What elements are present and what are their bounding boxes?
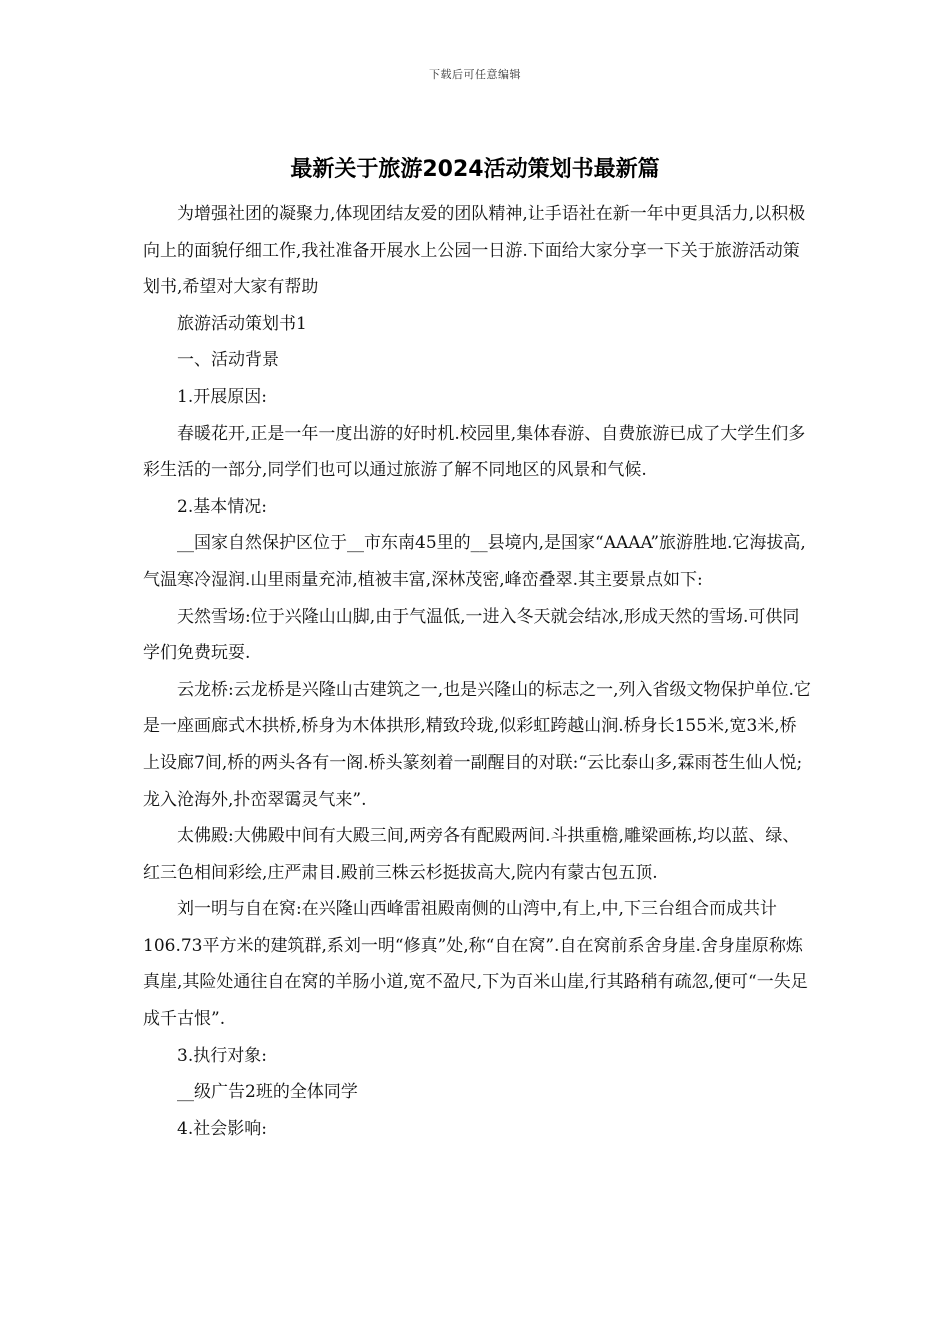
paragraph-intro: 为增强社团的凝聚力,体现团结友爱的团队精神,让手语社在新一年中更具活力,以积极向上的面貌仔细工作,我社准备开展水上公园一日游.下面给大家分享一下关于旅游活动策划书,希望对大家有帮助 — [143, 204, 806, 298]
paragraph-buddha-hall: 太佛殿:大佛殿中间有大殿三间,两旁各有配殿两间.斗拱重檐,雕梁画栋,均以蓝、绿、红三色相间彩绘,庄严肃目.殿前三株云杉挺拔高大,院内有蒙古包五顶. — [143, 826, 800, 883]
paragraph-ziza-wo: 刘一明与自在窝:在兴隆山西峰雷祖殿南侧的山湾中,有上,中,下三台组合而成共计106.73平方米的建筑群,系刘一明“修真”处,称“自在窝”.自在窝前系舍身崖.舍身崖原称炼真崖,其险处通往自在窝的羊肠小道,宽不盈尺,下为百米山崖,行其路稍有疏忽,便可“一失足成千古恨”. — [143, 899, 808, 1030]
header-note: 下载后可任意编辑 — [429, 68, 521, 81]
paragraph-basic-info-text: __国家自然保护区位于__市东南45里的__县境内,是国家“AAAA”旅游胜地.它海拔高,气温寒冷湿润.山里雨量充沛,植被丰富,深林茂密,峰峦叠翠.其主要景点如下: — [143, 533, 806, 590]
paragraph-snow-field: 天然雪场:位于兴隆山山脚,由于气温低,一进入冬天就会结冰,形成天然的雪场.可供同学们免费玩耍. — [143, 606, 800, 664]
document-body — [143, 196, 811, 1147]
paragraph-item-social-impact: 4.社会影响: — [177, 1118, 267, 1139]
paragraph-plan-heading: 旅游活动策划书1 — [177, 313, 307, 334]
paragraph-item-basic-info: 2.基本情况: — [177, 496, 267, 517]
paragraph-item-target: 3.执行对象: — [177, 1045, 267, 1066]
paragraph-section-background: 一、活动背景 — [177, 350, 279, 371]
paragraph-yunlong-bridge: 云龙桥:云龙桥是兴隆山古建筑之一,也是兴隆山的标志之一,列入省级文物保护单位.它是一座画廊式木拱桥,桥身为木体拱形,精致玲珑,似彩虹跨越山涧.桥身长155米,宽3米,桥上设廊7间,桥的两头各有一阁.桥头篆刻着一副醒目的对联:“云比泰山多,霖雨苍生仙人悦;龙入沧海外,扑峦翠霭灵气来”. — [143, 679, 811, 810]
paragraph-target-text: __级广告2班的全体同学 — [177, 1082, 358, 1103]
paragraph-item-reason: 1.开展原因: — [177, 386, 267, 407]
paragraph-reason-text: 春暖花开,正是一年一度出游的好时机.校园里,集体春游、自费旅游已成了大学生们多彩生活的一部分,同学们也可以通过旅游了解不同地区的风景和气候. — [143, 423, 806, 481]
document-title: 最新关于旅游2024活动策划书最新篇 — [290, 157, 660, 182]
